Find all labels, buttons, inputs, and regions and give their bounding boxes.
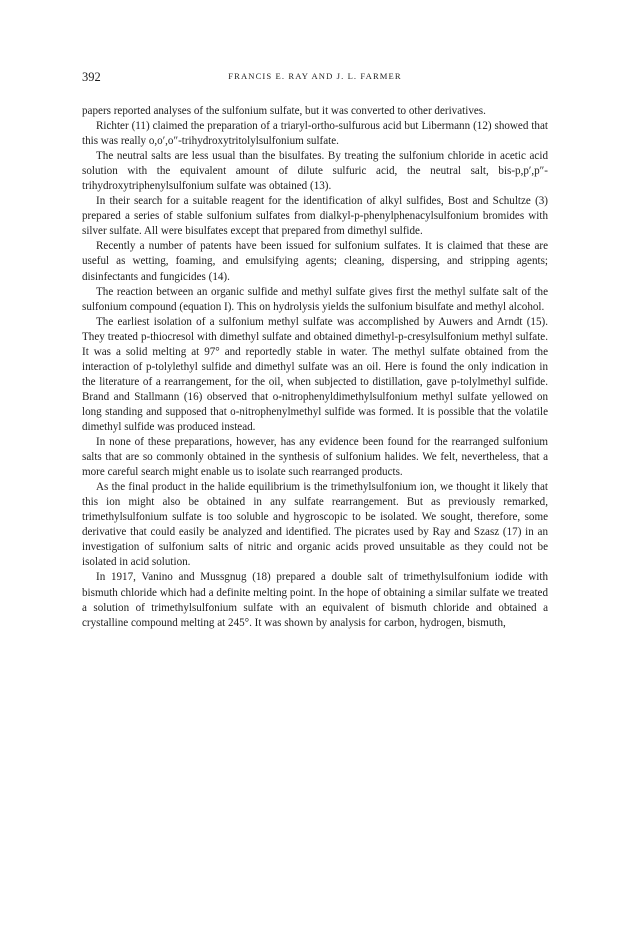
body-text (82, 104, 548, 631)
paragraph: The neutral salts are less usual than the bisulfates. By treating the sulfonium chloride in acetic acid solution with the equivalent amount of dilute sulfuric acid, the neutral salt, bis-p,p′,p″-trihydroxytriphenylsulfonium sulfate was obtained (13). (82, 150, 548, 193)
page-header (82, 70, 548, 88)
paragraph: Recently a number of patents have been issued for sulfonium sulfates. It is claimed that these are useful as wetting, foaming, and emulsifying agents; cleaning, dispersing, and stripping agents; disinfectants and fungicides (14). (82, 240, 548, 283)
running-head: FRANCIS E. RAY AND J. L. FARMER (228, 71, 402, 81)
paragraph: In none of these preparations, however, has any evidence been found for the rearranged sulfonium salts that are so commonly obtained in the synthesis of sulfonium halides. We felt, nevertheless, that a more careful search might enable us to isolate such rearranged products. (82, 436, 548, 479)
paragraph: papers reported analyses of the sulfonium sulfate, but it was converted to other derivatives. (82, 105, 486, 117)
paragraph: In their search for a suitable reagent for the identification of alkyl sulfides, Bost and Schultze (3) prepared a series of stable sulfonium sulfates from dialkyl-p-phenylphenacylsulfonium bromides with silver sulfate. All were bisulfates except that prepared from dimethyl sulfide. (82, 195, 548, 238)
paragraph: The reaction between an organic sulfide and methyl sulfate gives first the methyl sulfate salt of the sulfonium compound (equation I). This on hydrolysis yields the sulfonium bisulfate and methyl alcohol. (82, 285, 548, 313)
paragraph: Richter (11) claimed the preparation of a triaryl-ortho-sulfurous acid but Libermann (12) showed that this was really o,o′,o″-trihydroxytritolylsulfonium sulfate. (82, 120, 548, 148)
paragraph: As the final product in the halide equilibrium is the trimethylsulfonium ion, we thought it likely that this ion might also be obtained in any sulfate rearrangement. But as previously remarked, trimethylsulfonium sulfate is too soluble and hygroscopic to be isolated. We sought, therefore, some derivative that could easily be analyzed and identified. The picrates used by Ray and Szasz (17) in an investigation of sulfonium salts of nitric and organic acids proved unsuitable as they could not be isolated in acid solution. (82, 481, 548, 569)
paragraph: The earliest isolation of a sulfonium methyl sulfate was accomplished by Auwers and Arndt (15). They treated p-thiocresol with dimethyl sulfate and obtained dimethyl-p-cresylsulfonium methyl sulfate. It was a solid melting at 97° and reportedly stable in water. The methyl sulfate obtained from the interaction of p-tolylethyl sulfide and dimethyl sulfate was an oil. Here is found the only indication in the literature of a rearrangement, for the oil, when subjected to distillation, gave p-tolylmethyl sulfide. Brand and Stallmann (16) observed that o-nitrophenyldimethylsulfonium methyl sulfate yellowed on long standing and supposed that o-nitrophenylmethyl sulfide was formed. It is possible that the volatile dimethyl sulfide was produced instead. (82, 315, 548, 433)
page-number: 392 (82, 70, 101, 84)
paragraph: In 1917, Vanino and Mussgnug (18) prepared a double salt of trimethylsulfonium iodide with bismuth chloride which had a definite melting point. In the hope of obtaining a similar sulfate we treated a solution of trimethylsulfonium sulfate with an equivalent of bismuth chloride and obtained a crystalline compound melting at 245°. It was shown by analysis for carbon, hydrogen, bismuth, (82, 571, 548, 629)
